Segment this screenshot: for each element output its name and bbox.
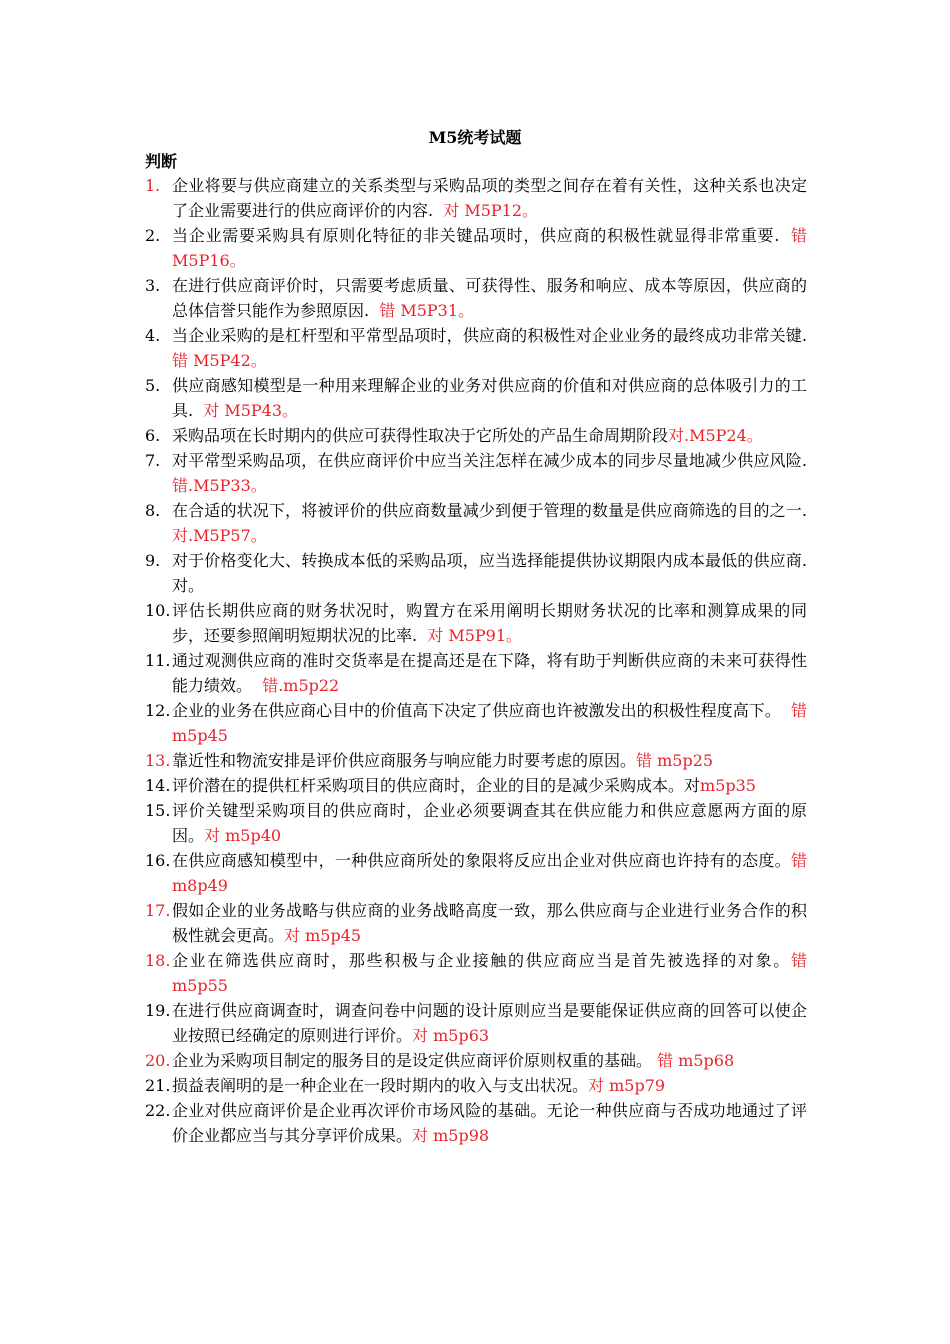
question-item <box>145 773 807 798</box>
question-item <box>145 223 813 273</box>
question-text: 企业将要与供应商建立的关系类型与采购品项的类型之间存在着有关性，这种关系也决定了企业需要进行的供应商评价的内容. <box>172 176 807 220</box>
question-item <box>145 1073 807 1098</box>
question-item <box>145 423 807 448</box>
question-item <box>145 273 807 323</box>
question-text: 评价潜在的提供杠杆采购项目的供应商时，企业的目的是减少采购成本。对 <box>172 776 701 795</box>
question-list <box>145 173 818 1148</box>
answer-reference: 错 m5p55 <box>172 951 813 995</box>
question-text: 对平常型采购品项，在供应商评价中应当关注怎样在减少成本的同步尽量地减少供应风险. <box>172 451 807 470</box>
question-number: 14. <box>145 776 171 795</box>
question-number: 3. <box>145 276 161 295</box>
question-item <box>145 698 813 748</box>
answer-reference: 对 M5P43。 <box>193 401 299 420</box>
question-item <box>145 998 807 1048</box>
answer-reference: 对.M5P24。 <box>668 426 763 445</box>
question-text: 在供应商感知模型中，一种供应商所处的象限将反应出企业对供应商也许持有的态度。 <box>172 851 791 870</box>
question-item <box>145 648 807 698</box>
section-heading: 判断 <box>145 152 178 171</box>
answer-reference: 对.M5P57。 <box>172 501 818 545</box>
answer-reference: 错.m5p22 <box>252 676 340 695</box>
question-number: 21. <box>145 1076 171 1095</box>
question-item <box>145 323 818 373</box>
question-text: 企业在筛选供应商时，那些积极与企业接触的供应商应当是首先被选择的对象。 <box>172 951 791 970</box>
answer-reference: 错 m5p68 <box>657 1051 735 1070</box>
answer-reference: 错 M5P16。 <box>172 226 813 270</box>
answer-reference: 对 m5p40 <box>204 826 282 845</box>
question-text: 企业的业务在供应商心目中的价值高下决定了供应商也许被激发出的积极性程度高下。 <box>172 701 781 720</box>
answer-reference: m5p35 <box>700 776 756 795</box>
question-number: 19. <box>145 1001 171 1020</box>
question-text: 通过观测供应商的准时交货率是在提高还是在下降，将有助于判断供应商的未来可获得性能力绩效。 <box>172 651 807 695</box>
question-item <box>145 448 818 498</box>
question-text: 供应商感知模型是一种用来理解企业的业务对供应商的价值和对供应商的总体吸引力的工具. <box>172 376 807 420</box>
question-item <box>145 598 807 648</box>
question-number: 7. <box>145 451 161 470</box>
question-number: 5. <box>145 376 161 395</box>
question-text: 假如企业的业务战略与供应商的业务战略高度一致，那么供应商与企业进行业务合作的积极性就会更高。 <box>172 901 807 945</box>
question-item <box>145 848 813 898</box>
question-item <box>145 798 807 848</box>
question-item <box>145 898 807 948</box>
question-text: 损益表阐明的是一种企业在一段时期内的收入与支出状况。 <box>172 1076 589 1095</box>
question-number: 11. <box>145 651 171 670</box>
question-text: 评估长期供应商的财务状况时，购置方在采用阐明长期财务状况的比率和测算成果的同步，还要参照阐明短期状况的比率. <box>172 601 807 645</box>
answer-reference: 对 M5P12。 <box>433 201 539 220</box>
question-item <box>145 498 818 548</box>
answer-reference: 错 m5p45 <box>172 701 813 745</box>
question-item <box>145 1098 807 1148</box>
question-number: 8. <box>145 501 161 520</box>
question-number: 1. <box>145 176 161 195</box>
question-item <box>145 373 807 423</box>
question-number: 13. <box>145 751 171 770</box>
question-number: 22. <box>145 1101 171 1120</box>
question-text: 当企业需要采购具有原则化特征的非关键品项时，供应商的积极性就显得非常重要. <box>172 226 780 245</box>
document-title: M5统考试题 <box>428 128 522 147</box>
answer-reference: 对 m5p63 <box>412 1026 490 1045</box>
question-text: 评价关键型采购项目的供应商时，企业必须要调查其在供应能力和供应意愿两方面的原因。 <box>172 801 807 845</box>
question-item <box>145 173 807 223</box>
question-number: 10. <box>145 601 171 620</box>
question-text: 在合适的状况下，将被评价的供应商数量减少到便于管理的数量是供应商筛选的目的之一. <box>172 501 807 520</box>
question-text: 在进行供应商调查时，调查问卷中问题的设计原则应当是要能保证供应商的回答可以使企业按照已经确定的原则进行评价。 <box>172 1001 807 1045</box>
question-text: 企业对供应商评价是企业再次评价市场风险的基础。无论一种供应商与否成功地通过了评价企业都应当与其分享评价成果。 <box>172 1101 807 1145</box>
answer-reference: 错.M5P33。 <box>172 451 818 495</box>
question-item <box>145 1048 807 1073</box>
question-text: 在进行供应商评价时，只需要考虑质量、可获得性、服务和响应、成本等原因，供应商的总体信誉只能作为参照原因. <box>172 276 807 320</box>
question-number: 18. <box>145 951 171 970</box>
question-text: 靠近性和物流安排是评价供应商服务与响应能力时要考虑的原因。 <box>172 751 637 770</box>
answer-reference: 对 M5P91。 <box>417 626 523 645</box>
question-number: 6. <box>145 426 161 445</box>
question-number: 16. <box>145 851 171 870</box>
question-text: 对于价格变化大、转换成本低的采购品项，应当选择能提供协议期限内成本最低的供应商. <box>172 551 807 570</box>
answer-reference: 对。 <box>172 551 818 595</box>
answer-reference: 对 m5p45 <box>284 926 362 945</box>
answer-reference: 错 m5p25 <box>636 751 714 770</box>
question-number: 4. <box>145 326 161 345</box>
question-text: 采购品项在长时期内的供应可获得性取决于它所处的产品生命周期阶段 <box>172 426 669 445</box>
question-text: 企业为采购项目制定的服务目的是设定供应商评价原则权重的基础。 <box>172 1051 658 1070</box>
answer-reference: 错 m8p49 <box>172 851 813 895</box>
question-number: 12. <box>145 701 171 720</box>
question-number: 15. <box>145 801 171 820</box>
question-number: 17. <box>145 901 171 920</box>
answer-reference: 错 M5P42。 <box>172 326 818 370</box>
answer-reference: 对 m5p79 <box>588 1076 666 1095</box>
answer-reference: 错 M5P31。 <box>369 301 475 320</box>
question-number: 2. <box>145 226 161 245</box>
question-item <box>145 948 813 998</box>
question-number: 20. <box>145 1051 171 1070</box>
question-number: 9. <box>145 551 161 570</box>
question-text: 当企业采购的是杠杆型和平常型品项时，供应商的积极性对企业业务的最终成功非常关键. <box>172 326 807 345</box>
answer-reference: 对 m5p98 <box>412 1126 490 1145</box>
question-item <box>145 748 807 773</box>
question-item <box>145 548 818 598</box>
